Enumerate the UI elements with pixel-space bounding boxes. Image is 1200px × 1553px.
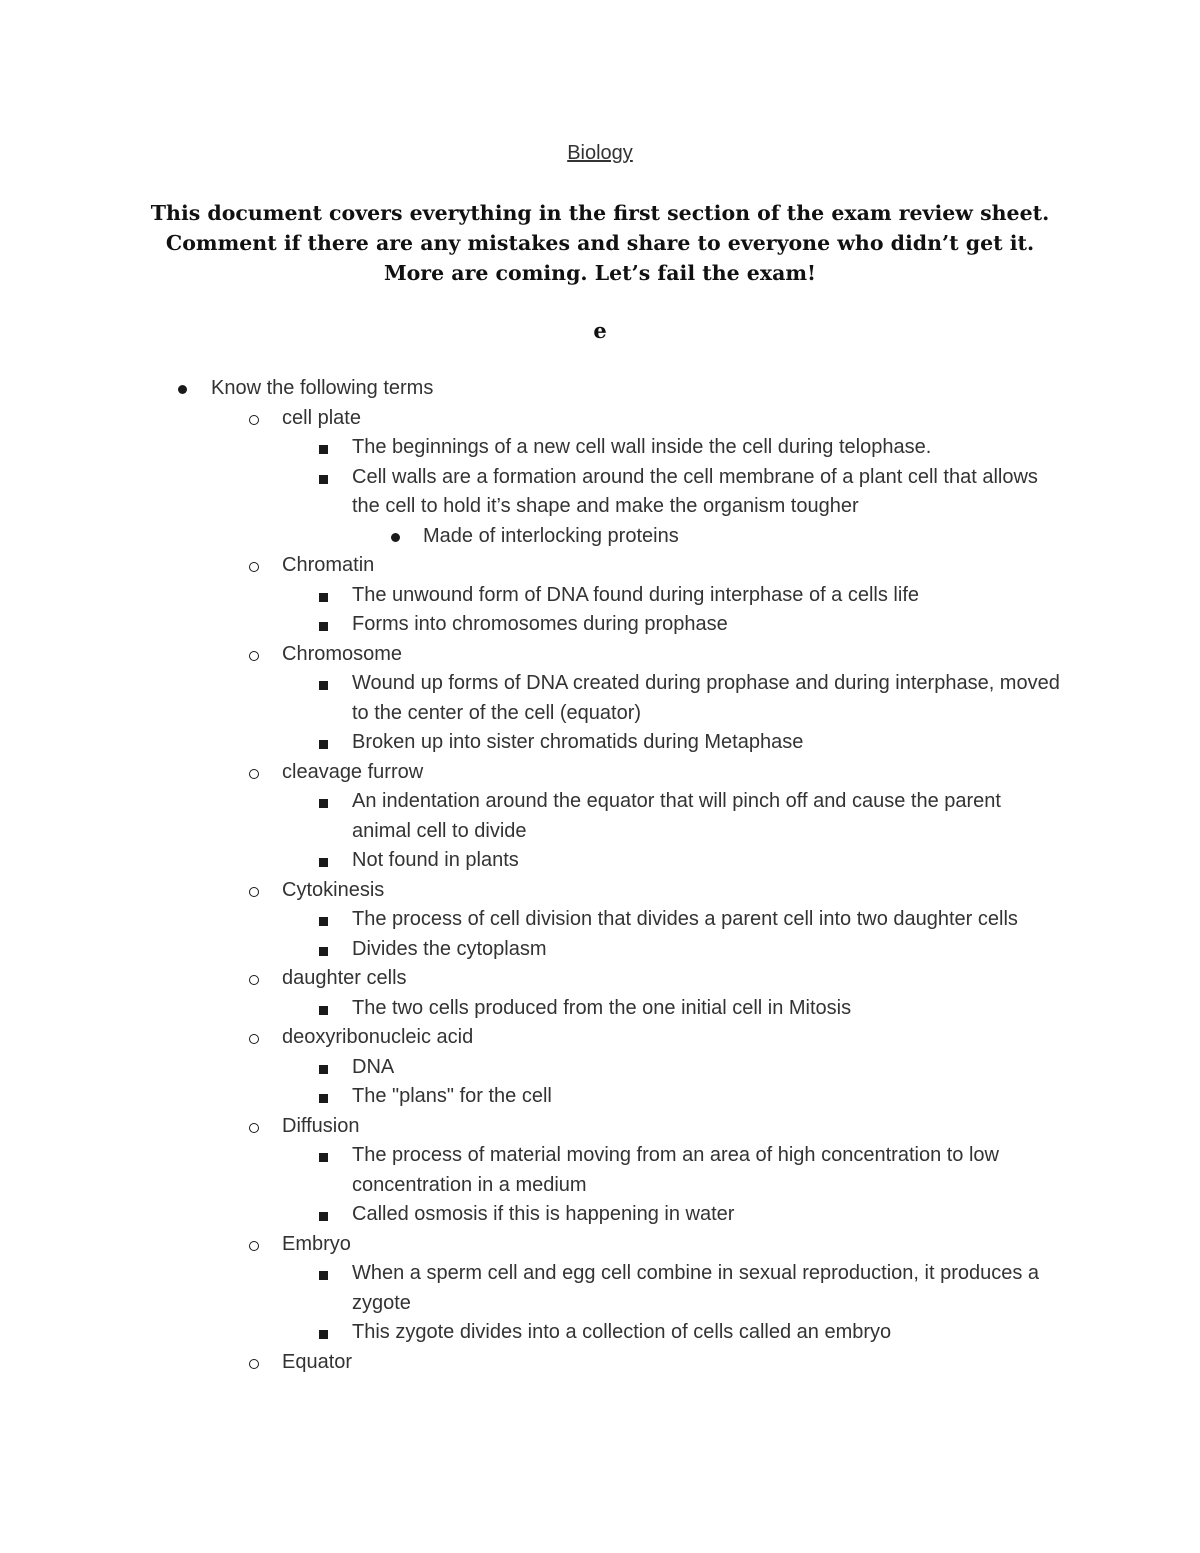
term-label: daughter cells [282, 967, 407, 989]
definition-row [0, 905, 1200, 935]
definition-row [0, 433, 1200, 463]
term-label: deoxyribonucleic acid [282, 1026, 474, 1048]
square-bullet-icon [313, 1200, 333, 1231]
definition-text: Called osmosis if this is happening in water [352, 1203, 735, 1225]
terms-outline [0, 374, 1200, 1377]
term-label: Equator [282, 1350, 353, 1373]
definition-text: The process of cell division that divides a parent cell into two daughter cells [352, 908, 1018, 930]
definition-text: An indentation around the equator that will pinch off and cause the parent animal cell to divide [352, 790, 1001, 842]
square-bullet-icon [313, 728, 333, 759]
term-label: Chromosome [282, 642, 403, 665]
square-bullet-icon [313, 581, 333, 612]
filled-bullet-icon [172, 374, 192, 404]
term-row [0, 1112, 1200, 1142]
definition-text: Not found in plants [352, 849, 519, 871]
hollow-circle-bullet-icon [244, 876, 264, 907]
hollow-circle-bullet-icon [244, 551, 264, 582]
intro-paragraph: This document covers everything in the first section of the exam review sheet. Comment if there are any mistakes and share to everyone who didn’t get it. More are coming. Let’s fail the exam! [150, 201, 1050, 285]
definition-row [0, 846, 1200, 876]
definition-row [0, 935, 1200, 965]
hollow-circle-bullet-icon [244, 404, 264, 435]
square-bullet-icon [313, 905, 333, 936]
term-row [0, 964, 1200, 994]
definition-row [0, 669, 1200, 728]
definition-row [0, 994, 1200, 1024]
definition-text: Divides the cytoplasm [352, 937, 547, 960]
square-bullet-icon [313, 1141, 333, 1172]
definition-row [0, 610, 1200, 640]
filled-bullet-icon [385, 522, 405, 552]
term-row [0, 404, 1200, 434]
hollow-circle-bullet-icon [244, 758, 264, 789]
term-label: Embryo [282, 1232, 351, 1255]
definition-row [0, 581, 1200, 611]
stray-character: e [593, 318, 607, 343]
document-title: Biology [567, 142, 633, 164]
definition-text: The two cells produced from the one initial cell in Mitosis [352, 996, 852, 1019]
hollow-circle-bullet-icon [244, 964, 264, 995]
definition-text: Broken up into sister chromatids during Metaphase [352, 731, 804, 753]
definition-row [0, 787, 1200, 846]
square-bullet-icon [313, 433, 333, 464]
term-label: Chromatin [282, 554, 375, 576]
definition-row [0, 1318, 1200, 1348]
term-row [0, 758, 1200, 788]
square-bullet-icon [313, 463, 333, 494]
sub-detail-row [0, 522, 1200, 552]
definition-row [0, 1141, 1200, 1200]
definition-text: When a sperm cell and egg cell combine in sexual reproduction, it produces a zygote [352, 1262, 1040, 1314]
sub-detail-text: Made of interlocking proteins [423, 524, 679, 547]
square-bullet-icon [313, 1259, 333, 1290]
definition-text: The "plans" for the cell [352, 1085, 552, 1107]
square-bullet-icon [313, 610, 333, 641]
outline-heading: Know the following terms [211, 377, 434, 399]
term-label: Diffusion [282, 1114, 360, 1137]
definition-text: Cell walls are a formation around the cell membrane of a plant cell that allows the cell to hold it’s shape and make the organism tougher [352, 465, 1038, 517]
definition-text: The unwound form of DNA found during interphase of a cells life [352, 583, 919, 606]
square-bullet-icon [313, 1082, 333, 1113]
square-bullet-icon [313, 787, 333, 818]
square-bullet-icon [313, 1318, 333, 1349]
definition-text: The process of material moving from an area of high concentration to low concentration in a medium [352, 1144, 999, 1196]
square-bullet-icon [313, 846, 333, 877]
term-label: cleavage furrow [282, 760, 424, 783]
hollow-circle-bullet-icon [244, 1230, 264, 1261]
definition-text: DNA [352, 1055, 395, 1078]
term-label: cell plate [282, 406, 361, 429]
term-row [0, 1230, 1200, 1260]
term-row [0, 1348, 1200, 1378]
definition-row [0, 728, 1200, 758]
hollow-circle-bullet-icon [244, 640, 264, 671]
terms-list [0, 404, 1200, 1378]
definition-row [0, 1200, 1200, 1230]
outline-heading-row [0, 374, 1200, 404]
square-bullet-icon [313, 669, 333, 700]
term-row [0, 1023, 1200, 1053]
definition-row [0, 1082, 1200, 1112]
definition-text: Forms into chromosomes during prophase [352, 613, 728, 635]
definition-text: This zygote divides into a collection of cells called an embryo [352, 1321, 892, 1343]
term-row [0, 640, 1200, 670]
square-bullet-icon [313, 1053, 333, 1084]
definition-text: Wound up forms of DNA created during prophase and during interphase, moved to the center of the cell (equator) [352, 672, 1060, 724]
hollow-circle-bullet-icon [244, 1348, 264, 1379]
hollow-circle-bullet-icon [244, 1112, 264, 1143]
definition-row [0, 1053, 1200, 1083]
term-row [0, 876, 1200, 906]
definition-text: The beginnings of a new cell wall inside the cell during telophase. [352, 436, 932, 458]
term-label: Cytokinesis [282, 878, 385, 901]
square-bullet-icon [313, 994, 333, 1025]
hollow-circle-bullet-icon [244, 1023, 264, 1054]
definition-row [0, 1259, 1200, 1318]
definition-row [0, 463, 1200, 522]
term-row [0, 551, 1200, 581]
square-bullet-icon [313, 935, 333, 966]
